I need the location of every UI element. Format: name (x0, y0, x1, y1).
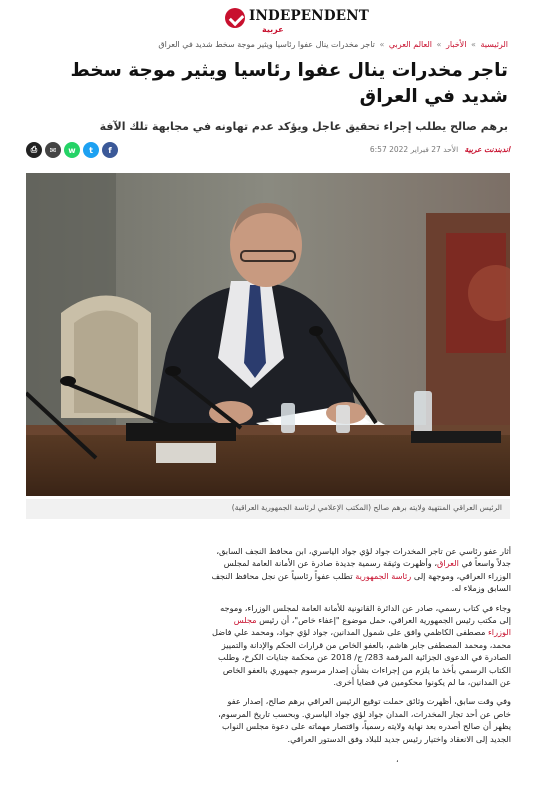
breadcrumb (158, 40, 508, 49)
article-date: الأحد 27 فبراير 2022 6:57 (369, 145, 459, 154)
article-photo (26, 173, 510, 496)
link-presidency[interactable]: رئاسة الجمهورية (355, 570, 412, 581)
byline (370, 145, 510, 154)
photo-caption: الرئيس العراقي المنتهية ولايته برهم صالح (المكتب الإعلامي لرئاسة الجمهورية العراقية) (26, 499, 510, 519)
email-icon[interactable]: ✉ (45, 142, 61, 158)
paragraph-text: أثار عفو رئاسي عن تاجر المخدرات جواد لؤي جواد الياسري، ابن محافظ النجف السابق، جدلاً واسعاً في (216, 546, 511, 569)
logo-wordmark: INDEPENDENT (249, 8, 370, 24)
article-photo-image (26, 173, 510, 496)
logo-arabic-sub: عربية (262, 25, 284, 34)
paragraph (211, 602, 511, 689)
breadcrumb-separator: » (470, 40, 476, 49)
paragraph-text: وجاء في كتاب رسمي، صادر عن الدائرة القانونية للأمانة العامة لمجلس الوزراء، وموجه إلى مكتب رئيس الجمهورية العراقي، حمل موضوع "إعفاء خاص"، أن رئيس (220, 602, 511, 626)
article-body (211, 545, 511, 752)
paragraph-text: مصطفى الكاظمي وافق على شمول المدانين، جواد لؤي جواد، ومحمد علي فاضل محمد، ومحمد المصطفى جابر هاشم، بالعفو الخاص من قرارات الحكم والإدانة والتمييز الصادرة في الدعوى الجزائية المرقمة 283/ ج/ 2018 عن محكمة جنايات الكرخ، وطلب الكتاب الرسمي بأخذ ما يلزم من إجراءات بشأن إصدار مرسوم جمهوري بالعفو الخاص عن المدانين، ما لم يكونوا محكومين في قضايا أخرى. (211, 627, 511, 688)
whatsapp-icon[interactable]: w (64, 142, 80, 158)
breadcrumb-home[interactable]: الرئيسية (480, 40, 508, 49)
site-logo[interactable] (0, 6, 546, 36)
breadcrumb-separator: » (379, 40, 385, 49)
paragraph-text: ، وأظهرت وثيقة رسمية جديدة صادرة عن الأمانة العامة لمجلس الوزراء العراقي، وموجهة إلى (223, 558, 511, 581)
facebook-icon[interactable]: f (102, 142, 118, 158)
independent-bird-icon (225, 8, 245, 28)
breadcrumb-separator: » (436, 40, 442, 49)
article-end-mark: ، (396, 755, 399, 764)
breadcrumb-arab-world[interactable]: العالم العربي (388, 40, 432, 49)
twitter-icon[interactable]: t (83, 142, 99, 158)
article-source[interactable]: اندبندنت عربية (464, 145, 510, 154)
article-meta (26, 142, 510, 160)
article-title: تاجر مخدرات ينال عفوا رئاسيا ويثير موجة سخط شديد في العراق (70, 60, 508, 107)
link-iraq[interactable]: العراق (437, 558, 459, 569)
article-subtitle: برهم صالح يطلب إجراء تحقيق عاجل ويؤكد عدم تهاونه في مجابهة تلك الآفة (99, 120, 508, 133)
breadcrumb-news[interactable]: الأخبار (445, 40, 467, 49)
link-council-of-ministers[interactable]: مجلس الوزراء (233, 615, 511, 638)
paragraph (211, 545, 511, 595)
paragraph: وفي وقت سابق، أظهرت وثائق حملت توقيع الرئيس العراقي برهم صالح، إصدار عفو خاص عن أحد تجار المخدرات، المدان جواد لؤي جواد الياسري. وبحسب تاريخ المرسوم، يظهر أن صالح أصدره بعد نهاية ولايته رسمياً، واقتصار مهماته على دعوة مجلس النواب الجديد إلى الانعقاد واختيار رئيس جديد للبلاد وفق الدستور العراقي. (218, 696, 511, 744)
paragraph-text: تطلب عفواً رئاسياً عن نجل محافظ النجف السابق وزملاء له. (211, 570, 511, 594)
share-buttons (26, 142, 118, 158)
breadcrumb-current: تاجر مخدرات ينال عفوا رئاسيا ويثير موجة سخط شديد في العراق (158, 40, 375, 49)
print-icon[interactable]: ⎙ (26, 142, 42, 158)
